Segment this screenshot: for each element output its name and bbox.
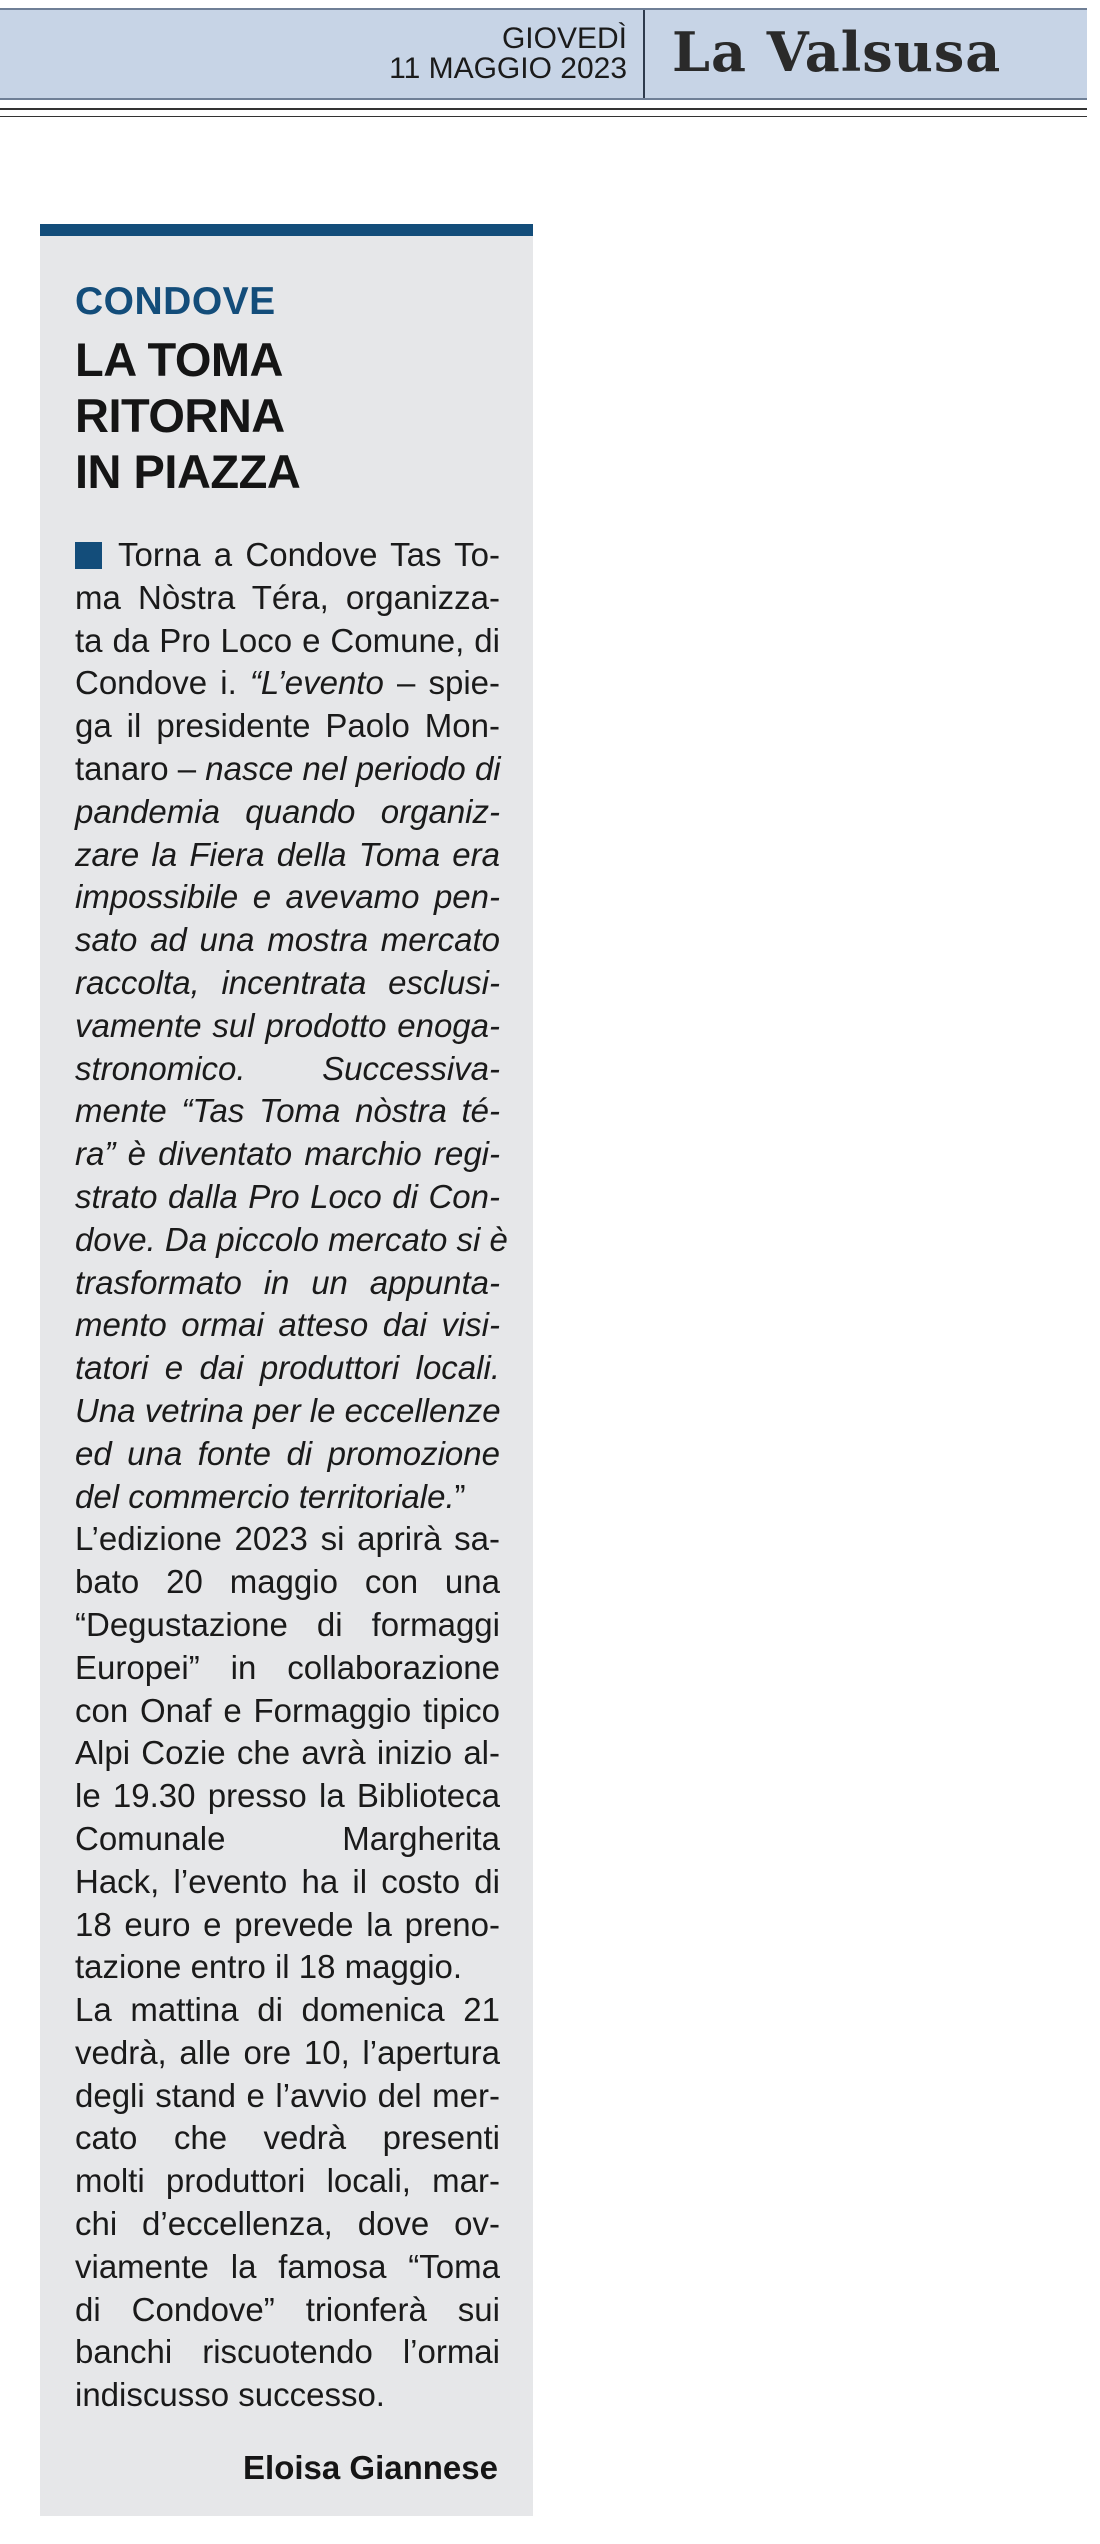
article-text-run: tanaro – <box>75 749 206 787</box>
article-text-run: mente “Tas Toma nòstra té- <box>75 1092 500 1130</box>
article-line <box>75 876 500 919</box>
masthead-rule-thin <box>0 116 1087 117</box>
article-line <box>75 791 500 834</box>
article-text-run: con Onaf e Formaggio tipico <box>75 1691 500 1729</box>
masthead-divider <box>643 10 645 98</box>
masthead-rule <box>0 108 1087 110</box>
article-line <box>75 2331 500 2374</box>
article-line <box>75 1690 500 1733</box>
article-text-run: impossibile e avevamo pen- <box>75 878 500 916</box>
article-text-run: trasformato in un appunta- <box>75 1263 500 1301</box>
article-line <box>75 1133 500 1176</box>
article-line <box>75 1861 500 1904</box>
article-text-run: ta da Pro Loco e Comune, di <box>75 621 500 659</box>
article-text-run: 18 euro e prevede la preno- <box>75 1905 500 1943</box>
article-text-run: viamente la famosa “Toma <box>75 2247 500 2285</box>
article-text-run: strato dalla Pro Loco di Con- <box>75 1177 500 1215</box>
article-line <box>75 1048 500 1091</box>
issue-day: GIOVEDÌ <box>501 22 627 55</box>
article-line <box>75 1005 500 1048</box>
article-line <box>75 577 500 620</box>
article-text-run: banchi riscuotendo l’ormai <box>75 2333 500 2371</box>
article-top-bar <box>40 224 533 236</box>
article-text-run: molti produttori locali, mar- <box>75 2162 500 2200</box>
article-line <box>75 919 500 962</box>
article-text-run: Alpi Cozie che avrà inizio al- <box>75 1734 500 1772</box>
article-line <box>75 1476 500 1519</box>
article-text-run: Hack, l’evento ha il costo di <box>75 1862 500 1900</box>
article-text-run: “L’evento <box>249 664 384 702</box>
article-text-run: cato che vedrà presenti <box>75 2119 500 2157</box>
article-text-run: “Degustazione di formaggi <box>75 1605 500 1643</box>
article-text-run: tazione entro il 18 maggio. <box>75 1948 463 1986</box>
article-text-run: degli stand e l’avvio del mer- <box>75 2076 500 2114</box>
article-line <box>75 1647 500 1690</box>
article-line <box>75 1732 500 1775</box>
article-text-run: indiscusso successo. <box>75 2376 385 2414</box>
article-text-run: chi d’eccellenza, dove ov- <box>75 2205 500 2243</box>
article-text-run: di Condove” trionferà sui <box>75 2290 500 2328</box>
article-text-run: Una vetrina per le eccellenze <box>75 1391 501 1429</box>
article-text-run: stronomico. Successiva- <box>75 1049 500 1087</box>
article-line <box>75 1304 500 1347</box>
article-line <box>75 1176 500 1219</box>
article-line <box>75 1989 500 2032</box>
article-author: Eloisa Giannese <box>243 2449 498 2486</box>
article-text-run: Europei” in collaborazione <box>75 1648 500 1686</box>
article-line <box>75 962 500 1005</box>
article-text-run: zare la Fiera della Toma era <box>75 835 500 873</box>
article-text-run: tatori e dai produttori locali. <box>75 1349 500 1387</box>
article-line <box>75 1433 500 1476</box>
article-line <box>75 834 500 877</box>
article-line <box>75 1518 500 1561</box>
article-box <box>40 224 533 2516</box>
article-line <box>75 1946 500 1989</box>
article-text-run: le 19.30 presso la Biblioteca <box>75 1777 500 1815</box>
article-line <box>75 1904 500 1947</box>
newspaper-logo: La Valsusa <box>672 20 1002 84</box>
article-line <box>75 748 500 791</box>
article-kicker: CONDOVE <box>75 280 276 323</box>
paragraph-square-icon <box>75 542 102 569</box>
article-text-run: ” <box>454 1477 466 1515</box>
article-line <box>75 1604 500 1647</box>
article-line <box>75 2075 500 2118</box>
article-text-run: Torna a Condove Tas To- <box>118 536 500 573</box>
headline-line: IN PIAZZA <box>75 445 301 498</box>
issue-date <box>389 24 627 84</box>
article-line <box>75 1818 500 1861</box>
article-line <box>75 2374 500 2417</box>
article-text-run: mento ormai atteso dai visi- <box>75 1306 500 1344</box>
article-headline <box>75 332 300 500</box>
article-text-run: ed una fonte di promozione <box>75 1434 500 1472</box>
article-line <box>75 1262 500 1305</box>
article-line <box>75 662 500 705</box>
article-text-run: raccolta, incentrata esclusi- <box>75 963 500 1001</box>
article-line <box>75 2032 500 2075</box>
article-line <box>75 2117 500 2160</box>
article-line <box>75 534 500 577</box>
article-line <box>75 705 500 748</box>
article-text-run: nasce nel periodo di <box>205 749 501 787</box>
article-text-run: sato ad una mostra mercato <box>75 921 500 959</box>
headline-line: RITORNA <box>75 389 285 442</box>
article-text-run: La mattina di domenica 21 <box>75 1991 500 2029</box>
article-text-run: pandemia quando organiz- <box>75 792 500 830</box>
headline-line: LA TOMA <box>75 333 283 386</box>
article-text-run: dove. Da piccolo mercato si è <box>75 1220 508 1258</box>
article-text-run: vedrà, alle ore 10, l’apertura <box>75 2033 500 2071</box>
article-line <box>75 620 500 663</box>
article-text-run: del commercio territoriale. <box>75 1477 455 1515</box>
article-line <box>75 1561 500 1604</box>
issue-date-text: 11 MAGGIO 2023 <box>389 52 627 85</box>
article-line <box>75 2289 500 2332</box>
article-line <box>75 2203 500 2246</box>
article-body <box>75 534 508 2417</box>
masthead <box>0 8 1087 100</box>
article-text-run: bato 20 maggio con una <box>75 1563 500 1601</box>
article-text-run: L’edizione 2023 si aprirà sa- <box>75 1520 500 1558</box>
article-line <box>75 1090 500 1133</box>
article-text-run: ga il presidente Paolo Mon- <box>75 707 500 745</box>
article-line <box>75 1775 500 1818</box>
article-line <box>75 2160 500 2203</box>
article-text-run: ma Nòstra Téra, organizza- <box>75 578 500 616</box>
article-line <box>75 1219 508 1262</box>
article-line <box>75 1347 500 1390</box>
article-text-run: Condove i. <box>75 664 250 702</box>
article-text-run: vamente sul prodotto enoga- <box>75 1006 500 1044</box>
article-line <box>75 2246 500 2289</box>
article-line <box>75 1390 500 1433</box>
article-text-run: Comunale Margherita <box>75 1819 500 1857</box>
article-text-run: ra” è diventato marchio regi- <box>75 1135 500 1173</box>
article-text-run: – spie- <box>383 664 500 702</box>
